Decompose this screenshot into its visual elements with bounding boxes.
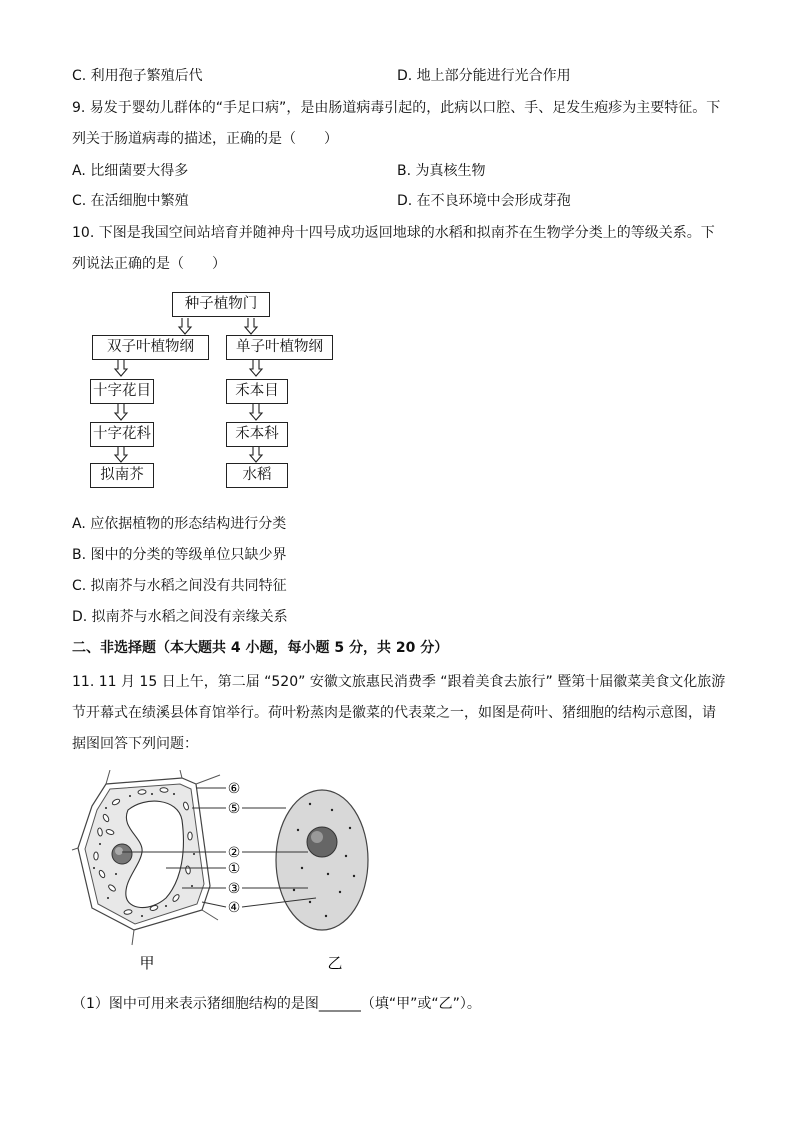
q10-option-c: C. 拟南芥与水稻之间没有共同特征 [72, 578, 287, 594]
q10-option-d: D. 拟南芥与水稻之间没有亲缘关系 [72, 609, 288, 625]
tree-arrows [0, 0, 400, 500]
label-3: ③ [227, 881, 241, 897]
q9-option-b: B. 为真核生物 [397, 163, 486, 179]
tree-node-rice: 水稻 [226, 463, 288, 488]
caption-yi: 乙 [327, 954, 343, 972]
arrow-right-1 [250, 360, 262, 376]
caption-jia: 甲 [139, 954, 155, 972]
section-heading: 二、非选择题（本大题共 4 小题，每小题 5 分，共 20 分） [72, 640, 449, 656]
q8-option-c: C. 利用孢子繁殖后代 [72, 68, 203, 84]
q11-stem-line2: 节开幕式在绩溪县体育馆举行。荷叶粉蒸肉是徽菜的代表菜之一，如图是荷叶、猪细胞的结构示意图，请 [72, 705, 716, 721]
q9-option-a: A. 比细菌要大得多 [72, 163, 189, 179]
q11-stem-line3: 据图回答下列问题： [72, 736, 198, 752]
tree-node-poales: 禾本目 [226, 379, 288, 404]
animal-cell-membrane [276, 790, 368, 930]
arrow-right-3 [250, 446, 262, 462]
label-1: ① [227, 861, 241, 877]
q9-stem-line1: 9. 易发于婴幼儿群体的“手足口病”，是由肠道病毒引起的，此病以口腔、手、足发生疱疹为主要特征。下 [72, 100, 721, 116]
label-4: ④ [227, 900, 241, 916]
plant-cell [72, 770, 220, 945]
arrow-left-1 [115, 360, 127, 376]
label-6: ⑥ [227, 781, 241, 797]
tree-node-phylum: 种子植物门 [172, 292, 270, 317]
q11-subquestion-1: （1）图中可用来表示猪细胞结构的是图______（填“甲”或“乙”）。 [72, 996, 481, 1012]
tree-node-arabidopsis: 拟南芥 [90, 463, 154, 488]
plant-nucleus [112, 844, 132, 864]
q9-stem-line2: 列关于肠道病毒的描述，正确的是（ ） [72, 131, 338, 147]
cell-diagram [70, 770, 390, 985]
label-2: ② [227, 845, 241, 861]
tree-node-brassicaceae: 十字花科 [90, 422, 154, 447]
q10-stem-line1: 10. 下图是我国空间站培育并随神舟十四号成功返回地球的水稻和拟南芥在生物学分类上的等级关系。下 [72, 225, 715, 241]
tree-node-brassicales: 十字花目 [90, 379, 154, 404]
animal-nucleus [307, 827, 337, 857]
arrow-left-2 [115, 404, 127, 420]
q11-stem-line1: 11. 11 月 15 日上午，第二届 “520” 安徽文旅惠民消费季 “跟着美食去旅行” 暨第十届徽菜美食文化旅游 [72, 674, 726, 690]
q8-option-d: D. 地上部分能进行光合作用 [397, 68, 571, 84]
arrow-left-3 [115, 446, 127, 462]
q10-option-a: A. 应依据植物的形态结构进行分类 [72, 516, 287, 532]
q10-option-b: B. 图中的分类的等级单位只缺少界 [72, 547, 287, 563]
label-5: ⑤ [227, 801, 241, 817]
tree-node-dicot-class: 双子叶植物纲 [92, 335, 209, 360]
arrow-right-2 [250, 404, 262, 420]
tree-node-poaceae: 禾本科 [226, 422, 288, 447]
q9-option-c: C. 在活细胞中繁殖 [72, 193, 189, 209]
arrow-root-left [179, 318, 191, 334]
tree-node-monocot-class: 单子叶植物纲 [226, 335, 333, 360]
arrow-root-right [245, 318, 257, 334]
q9-option-d: D. 在不良环境中会形成芽孢 [397, 193, 571, 209]
q10-stem-line2: 列说法正确的是（ ） [72, 256, 226, 272]
animal-cell [276, 790, 368, 930]
